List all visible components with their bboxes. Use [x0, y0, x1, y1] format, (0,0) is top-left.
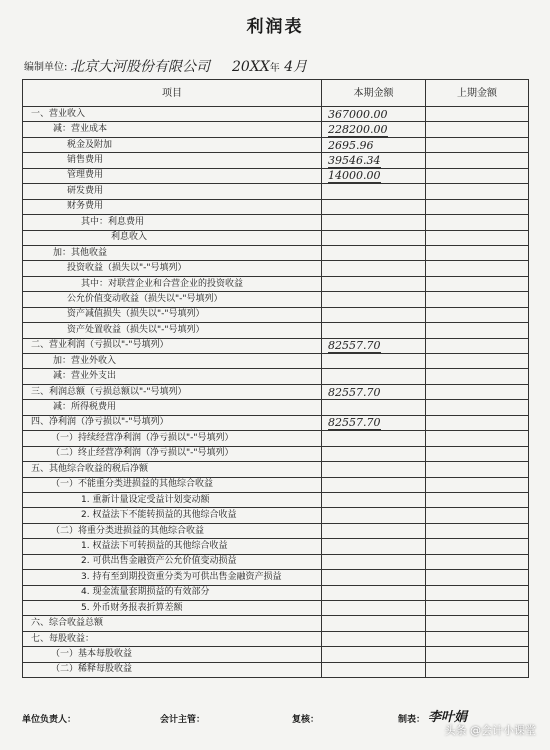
table-row — [23, 446, 529, 461]
table-row — [23, 431, 529, 446]
previous-amount-cell — [426, 570, 529, 585]
current-amount-cell — [322, 107, 426, 122]
current-amount-cell — [322, 184, 426, 199]
previous-amount-cell — [426, 137, 529, 152]
table-row — [23, 137, 529, 152]
current-amount-cell — [322, 601, 426, 616]
current-amount: 14000.00 — [328, 169, 381, 183]
previous-amount-cell — [426, 492, 529, 507]
previous-amount-cell — [426, 369, 529, 384]
row-label: 其中：对联营企业和合营企业的投资收益 — [23, 276, 322, 291]
period-month: 4月 — [284, 59, 308, 75]
row-label: （二）终止经营净利润（净亏损以"-"号填列） — [23, 446, 322, 461]
previous-amount-cell — [426, 354, 529, 369]
footer-responsible: 单位负责人： — [22, 715, 77, 725]
current-amount-cell — [322, 307, 426, 322]
current-amount: 82557.70 — [328, 385, 381, 399]
previous-amount-cell — [426, 523, 529, 538]
table-row — [23, 601, 529, 616]
row-label: 5. 外币财务报表折算差额 — [23, 601, 322, 616]
row-label: 管理费用 — [23, 168, 322, 183]
table-row — [23, 384, 529, 399]
row-label: 资产减值损失（损失以"-"号填列） — [23, 307, 322, 322]
current-amount-cell — [322, 354, 426, 369]
current-amount: 82557.70 — [328, 339, 381, 353]
previous-amount-cell — [426, 400, 529, 415]
row-label: 减：营业外支出 — [23, 369, 322, 384]
income-statement-table — [22, 79, 529, 678]
previous-amount-cell — [426, 323, 529, 338]
previous-amount-cell — [426, 477, 529, 492]
current-amount-cell — [322, 338, 426, 353]
current-amount: 82557.70 — [328, 416, 381, 430]
previous-amount-cell — [426, 261, 529, 276]
current-amount-cell — [322, 230, 426, 245]
table-row — [23, 570, 529, 585]
current-amount-cell — [322, 168, 426, 183]
current-amount-cell — [322, 431, 426, 446]
row-label: 其中：利息费用 — [23, 215, 322, 230]
table-row — [23, 662, 529, 677]
previous-amount-cell — [426, 292, 529, 307]
previous-amount-cell — [426, 384, 529, 399]
current-amount-cell — [322, 662, 426, 677]
table-row — [23, 184, 529, 199]
footer-preparer: 制表： — [398, 715, 426, 725]
previous-amount-cell — [426, 554, 529, 569]
row-label: （一）不能重分类进损益的其他综合收益 — [23, 477, 322, 492]
current-amount-cell — [322, 631, 426, 646]
current-amount-cell — [322, 554, 426, 569]
previous-amount-cell — [426, 539, 529, 554]
row-label: （一）基本每股收益 — [23, 647, 322, 662]
row-label: 投资收益（损失以"-"号填列） — [23, 261, 322, 276]
table-row — [23, 508, 529, 523]
current-amount: 228200.00 — [328, 123, 388, 137]
watermark: 头条 @会计小课堂 — [444, 724, 536, 737]
column-header-item: 项目 — [23, 80, 322, 107]
current-amount-cell — [322, 523, 426, 538]
previous-amount-cell — [426, 662, 529, 677]
previous-amount-cell — [426, 122, 529, 137]
table-row — [23, 245, 529, 260]
row-label: 三、利润总额（亏损总额以"-"号填列） — [23, 384, 322, 399]
table-row — [23, 523, 529, 538]
row-label: 1. 重新计量设定受益计划变动额 — [23, 492, 322, 507]
previous-amount-cell — [426, 631, 529, 646]
footer-reviewer: 复核： — [292, 715, 320, 725]
row-label: （二）将重分类进损益的其他综合收益 — [23, 523, 322, 538]
previous-amount-cell — [426, 184, 529, 199]
current-amount-cell — [322, 276, 426, 291]
current-amount-cell — [322, 570, 426, 585]
current-amount-cell — [322, 446, 426, 461]
column-header-previous: 上期金额 — [426, 80, 529, 107]
row-label: 公允价值变动收益（损失以"-"号填列） — [23, 292, 322, 307]
table-row — [23, 415, 529, 430]
row-label: 六、综合收益总额 — [23, 616, 322, 631]
previous-amount-cell — [426, 508, 529, 523]
table-row — [23, 354, 529, 369]
footer-accountant: 会计主管： — [160, 715, 206, 725]
row-label: 1. 权益法下可转损益的其他综合收益 — [23, 539, 322, 554]
current-amount-cell — [322, 323, 426, 338]
current-amount-cell — [322, 292, 426, 307]
table-row — [23, 369, 529, 384]
company-name: 北京大河股份有限公司 — [70, 59, 210, 75]
row-label: 财务费用 — [23, 199, 322, 214]
row-label: 一、营业收入 — [23, 107, 322, 122]
table-row — [23, 400, 529, 415]
current-amount-cell — [322, 585, 426, 600]
current-amount-cell — [322, 153, 426, 168]
current-amount-cell — [322, 415, 426, 430]
current-amount-cell — [322, 400, 426, 415]
current-amount-cell — [322, 384, 426, 399]
period-year-suffix: 年 — [269, 63, 280, 74]
row-label: 四、净利润（净亏损以"-"号填列） — [23, 415, 322, 430]
previous-amount-cell — [426, 215, 529, 230]
current-amount-cell — [322, 369, 426, 384]
table-header-row — [23, 80, 529, 107]
table-row — [23, 153, 529, 168]
row-label: 3. 持有至到期投资重分类为可供出售金融资产损益 — [23, 570, 322, 585]
preparer-signature: 李叶娟 — [428, 710, 468, 725]
table-body — [23, 107, 529, 678]
table-row — [23, 647, 529, 662]
row-label: 加：营业外收入 — [23, 354, 322, 369]
current-amount-cell — [322, 199, 426, 214]
previous-amount-cell — [426, 585, 529, 600]
row-label: 加：其他收益 — [23, 245, 322, 260]
current-amount-cell — [322, 137, 426, 152]
row-label: 利息收入 — [23, 230, 322, 245]
current-amount-cell — [322, 508, 426, 523]
table-row — [23, 261, 529, 276]
previous-amount-cell — [426, 462, 529, 477]
table-row — [23, 199, 529, 214]
previous-amount-cell — [426, 230, 529, 245]
table-row — [23, 215, 529, 230]
previous-amount-cell — [426, 415, 529, 430]
current-amount-cell — [322, 215, 426, 230]
row-label: （一）持续经营净利润（净亏损以"-"号填列） — [23, 431, 322, 446]
row-label: 减：营业成本 — [23, 122, 322, 137]
current-amount-cell — [322, 616, 426, 631]
table-row — [23, 338, 529, 353]
current-amount-cell — [322, 492, 426, 507]
previous-amount-cell — [426, 616, 529, 631]
current-amount-cell — [322, 261, 426, 276]
current-amount-cell — [322, 462, 426, 477]
previous-amount-cell — [426, 446, 529, 461]
row-label: 2. 可供出售金融资产公允价值变动损益 — [23, 554, 322, 569]
table-row — [23, 307, 529, 322]
table-row — [23, 107, 529, 122]
table-row — [23, 554, 529, 569]
row-label: 五、其他综合收益的税后净额 — [23, 462, 322, 477]
previous-amount-cell — [426, 168, 529, 183]
report-period — [232, 56, 307, 76]
period-year: 20XX — [232, 59, 270, 75]
table-row — [23, 122, 529, 137]
previous-amount-cell — [426, 276, 529, 291]
row-label: 七、每股收益： — [23, 631, 322, 646]
table-row — [23, 585, 529, 600]
current-amount: 39546.34 — [328, 154, 381, 168]
current-amount-cell — [322, 539, 426, 554]
table-row — [23, 230, 529, 245]
row-label: 减：所得税费用 — [23, 400, 322, 415]
column-header-current: 本期金额 — [322, 80, 426, 107]
table-row — [23, 477, 529, 492]
report-title: 利润表 — [246, 17, 304, 37]
previous-amount-cell — [426, 647, 529, 662]
current-amount-cell — [322, 245, 426, 260]
row-label: 2. 权益法下不能转损益的其他综合收益 — [23, 508, 322, 523]
previous-amount-cell — [426, 431, 529, 446]
previous-amount-cell — [426, 153, 529, 168]
current-amount-cell — [322, 647, 426, 662]
current-amount-cell — [322, 122, 426, 137]
table-row — [23, 276, 529, 291]
table-row — [23, 539, 529, 554]
row-label: （二）稀释每股收益 — [23, 662, 322, 677]
table-row — [23, 492, 529, 507]
previous-amount-cell — [426, 199, 529, 214]
previous-amount-cell — [426, 107, 529, 122]
row-label: 二、营业利润（亏损以"-"号填列） — [23, 338, 322, 353]
table-row — [23, 631, 529, 646]
table-row — [23, 616, 529, 631]
row-label: 税金及附加 — [23, 137, 322, 152]
row-label: 资产处置收益（损失以"-"号填列） — [23, 323, 322, 338]
previous-amount-cell — [426, 245, 529, 260]
table-row — [23, 168, 529, 183]
table-row — [23, 462, 529, 477]
previous-amount-cell — [426, 338, 529, 353]
previous-amount-cell — [426, 601, 529, 616]
current-amount-cell — [322, 477, 426, 492]
unit-label: 编制单位: — [24, 62, 68, 73]
table-row — [23, 292, 529, 307]
current-amount: 367000.00 — [328, 107, 388, 121]
previous-amount-cell — [426, 307, 529, 322]
row-label: 研发费用 — [23, 184, 322, 199]
row-label: 销售费用 — [23, 153, 322, 168]
table-row — [23, 323, 529, 338]
row-label: 4. 现金流量套期损益的有效部分 — [23, 585, 322, 600]
current-amount: 2695.96 — [328, 138, 374, 152]
